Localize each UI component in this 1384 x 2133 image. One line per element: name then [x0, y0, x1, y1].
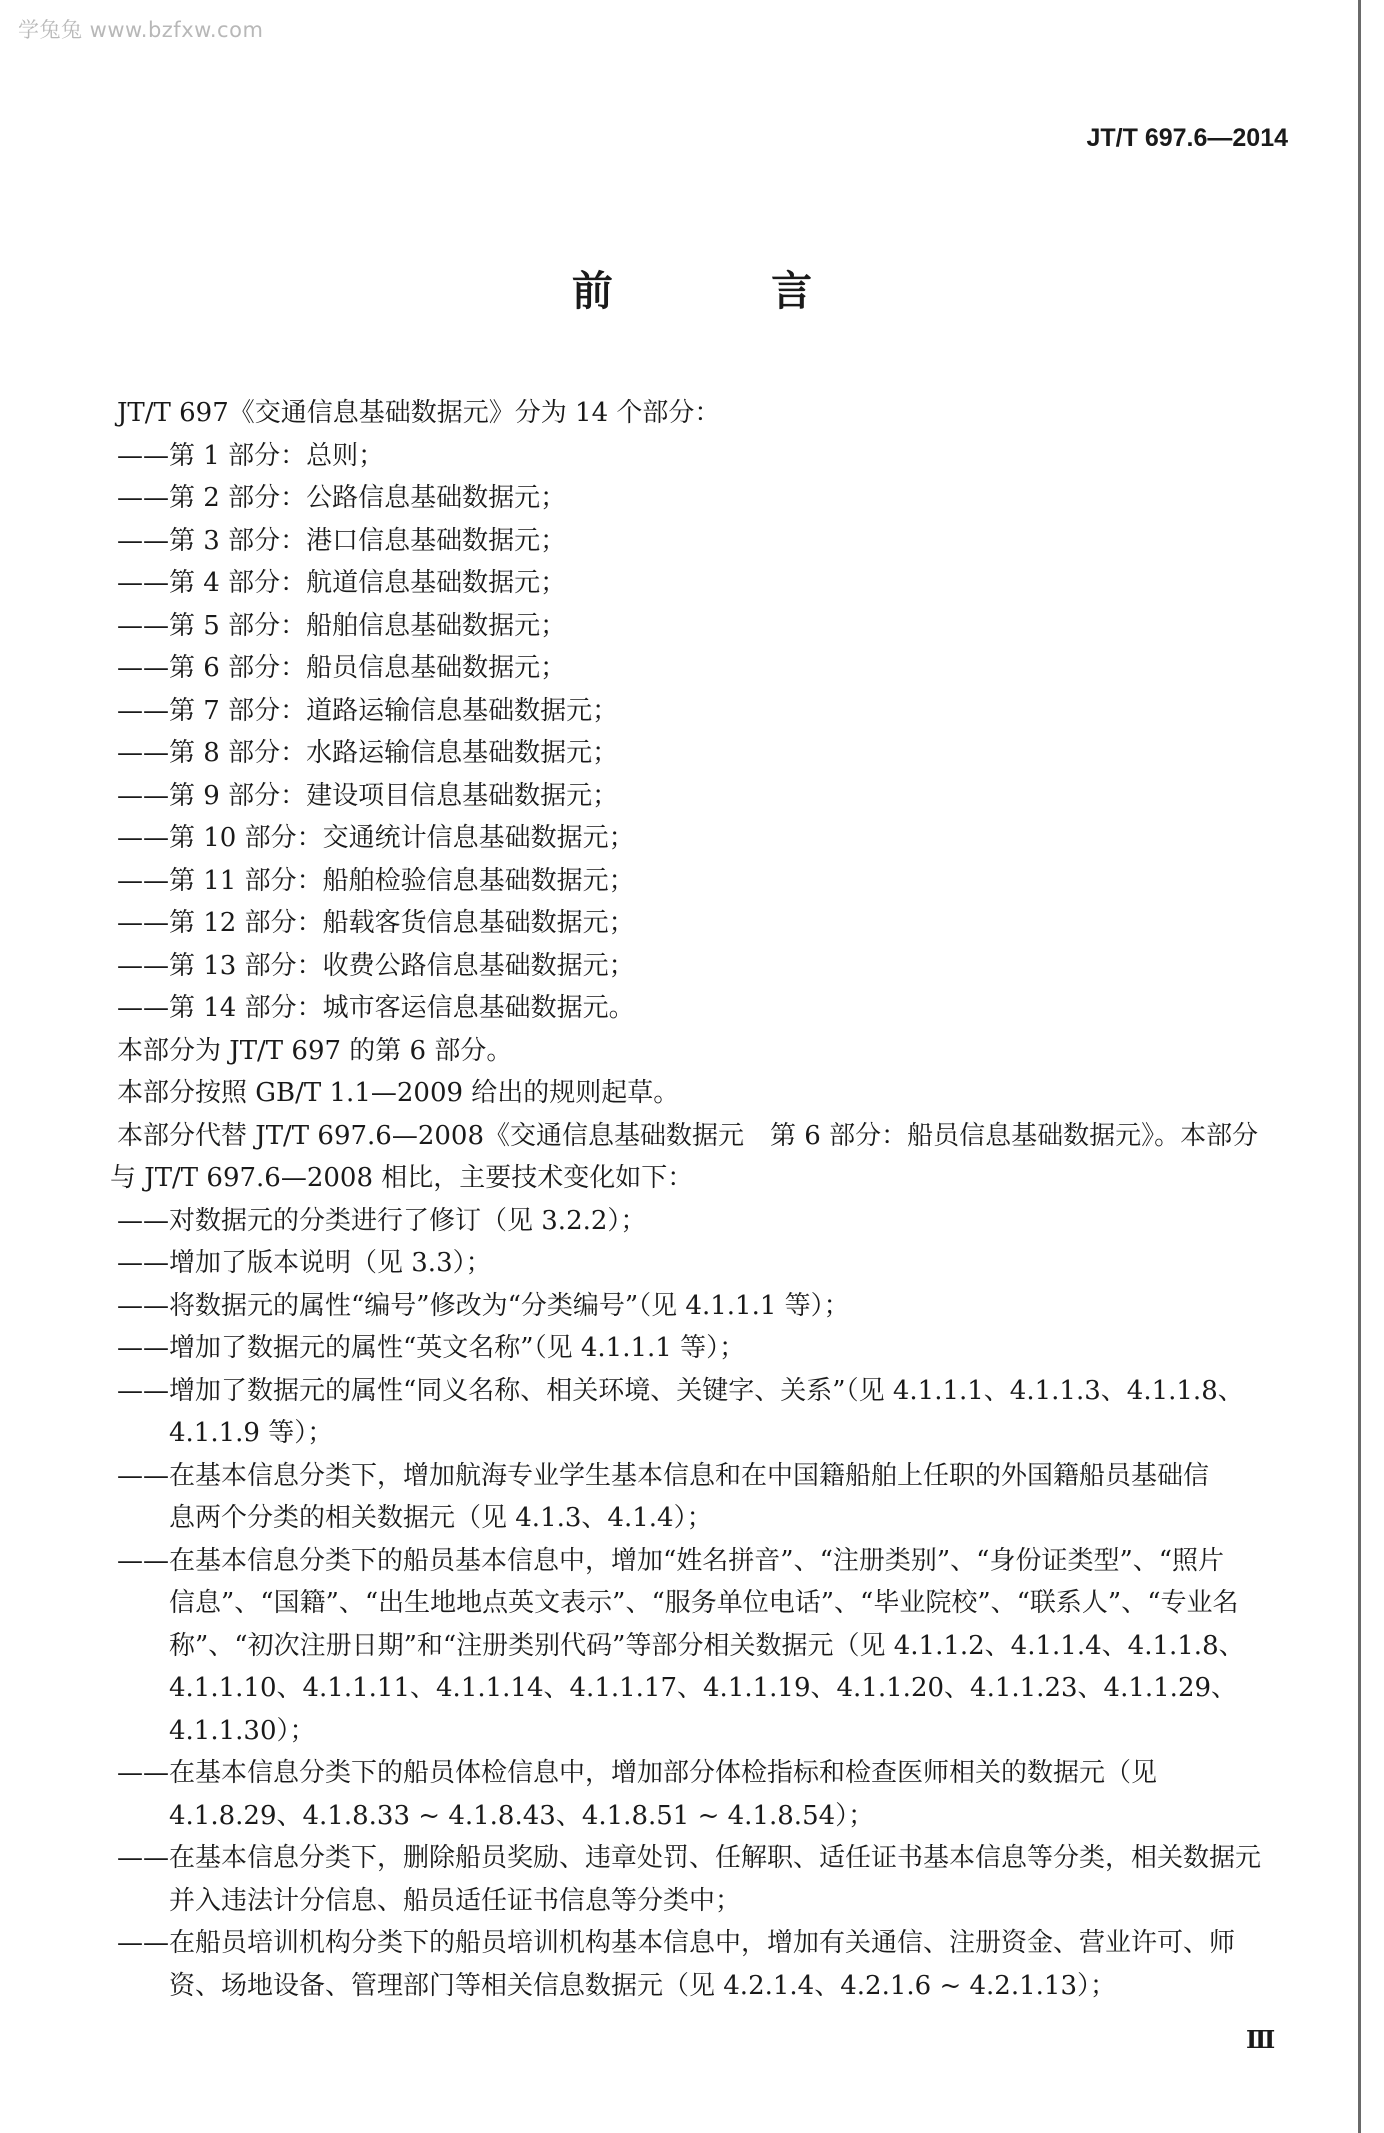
text-line: ——将数据元的属性“编号”修改为“分类编号”（见 4.1.1.1 等）； [117, 1290, 850, 1321]
text-line: ——第 9 部分：建设项目信息基础数据元； [117, 780, 619, 811]
text-line: ——第 12 部分：船载客货信息基础数据元； [117, 908, 635, 938]
text-line: ——第 4 部分：航道信息基础数据元； [117, 568, 567, 598]
text-line: ——第 5 部分：船舶信息基础数据元； [117, 610, 567, 641]
text-line: 4.1.1.30）； [169, 1715, 316, 1746]
foreword-body [110, 392, 1298, 2007]
text-line: 息两个分类的相关数据元（见 4.1.3、4.1.4）； [169, 1503, 713, 1533]
page-number: Ⅲ [1246, 2025, 1276, 2054]
text-line: 4.1.8.29、4.1.8.33 ~ 4.1.8.43、4.1.8.51 ~ 4.1.8.54）； [169, 1800, 875, 1831]
site-watermark: 学兔兔 www.bzfxw.com [18, 18, 264, 42]
text-line: ——在基本信息分类下的船员基本信息中，增加“姓名拼音”、“注册类别”、“身份证类型”、“照片 [117, 1545, 1225, 1576]
page-edge-border [1358, 0, 1361, 2133]
text-line: ——第 3 部分：港口信息基础数据元； [117, 525, 567, 556]
standard-number: JT/T 697.6—2014 [1086, 124, 1288, 152]
text-line: 4.1.1.10、4.1.1.11、4.1.1.14、4.1.1.17、4.1.1.19、4.1.1.20、4.1.1.23、4.1.1.29、 [169, 1673, 1238, 1703]
text-line: ——第 14 部分：城市客运信息基础数据元。 [117, 993, 635, 1023]
page-title: 前 言 [571, 267, 885, 315]
text-line: ——第 6 部分：船员信息基础数据元； [117, 653, 567, 683]
text-line: ——第 2 部分：公路信息基础数据元； [117, 483, 567, 513]
text-line: ——第 11 部分：船舶检验信息基础数据元； [117, 865, 635, 896]
text-line: 信息”、“国籍”、“出生地地点英文表示”、“服务单位电话”、“毕业院校”、“联系人”、“专业名 [169, 1588, 1239, 1618]
text-line: ——第 8 部分：水路运输信息基础数据元； [117, 738, 619, 768]
text-line: ——第 7 部分：道路运输信息基础数据元； [117, 695, 619, 726]
text-line: ——在基本信息分类下，增加航海专业学生基本信息和在中国籍船舶上任职的外国籍船员基础信 [117, 1460, 1210, 1491]
text-line: 与 JT/T 697.6—2008 相比，主要技术变化如下： [110, 1163, 694, 1193]
text-line: ——对数据元的分类进行了修订（见 3.2.2）； [117, 1205, 647, 1236]
text-line: 本部分为 JT/T 697 的第 6 部分。 [117, 1035, 513, 1066]
text-line: ——增加了数据元的属性“英文名称”（见 4.1.1.1 等）； [117, 1333, 746, 1363]
text-line: 并入违法计分信息、船员适任证书信息等分类中； [169, 1885, 742, 1916]
text-line: ——增加了数据元的属性“同义名称、相关环境、关键字、关系”（见 4.1.1.1、4.1.1.3、4.1.1.8、 [117, 1375, 1244, 1406]
text-line: JT/T 697《交通信息基础数据元》分为 14 个部分： [117, 398, 721, 428]
text-line: 本部分代替 JT/T 697.6—2008《交通信息基础数据元 第 6 部分：船员信息基础数据元》。本部分 [117, 1120, 1259, 1151]
text-line: 本部分按照 GB/T 1.1—2009 给出的规则起草。 [117, 1078, 680, 1108]
text-line: ——第 13 部分：收费公路信息基础数据元； [117, 950, 635, 981]
text-line: ——增加了版本说明（见 3.3）； [117, 1248, 492, 1278]
text-line: ——在船员培训机构分类下的船员培训机构基本信息中，增加有关通信、注册资金、营业许可、师 [117, 1928, 1236, 1958]
text-line: 资、场地设备、管理部门等相关信息数据元（见 4.2.1.4、4.2.1.6 ~ 4.2.1.13）； [169, 1970, 1117, 2001]
text-line: ——在基本信息分类下，删除船员奖励、违章处罚、任解职、适任证书基本信息等分类，相关数据元 [117, 1843, 1262, 1873]
text-line: 称”、“初次注册日期”和“注册类别代码”等部分相关数据元（见 4.1.1.2、4.1.1.4、4.1.1.8、 [169, 1630, 1245, 1661]
text-line: ——在基本信息分类下的船员体检信息中，增加部分体检指标和检查医师相关的数据元（见 [117, 1758, 1158, 1788]
text-line: 4.1.1.9 等）； [169, 1418, 334, 1448]
text-line: ——第 1 部分：总则； [117, 440, 385, 471]
text-line: ——第 10 部分：交通统计信息基础数据元； [117, 823, 635, 853]
